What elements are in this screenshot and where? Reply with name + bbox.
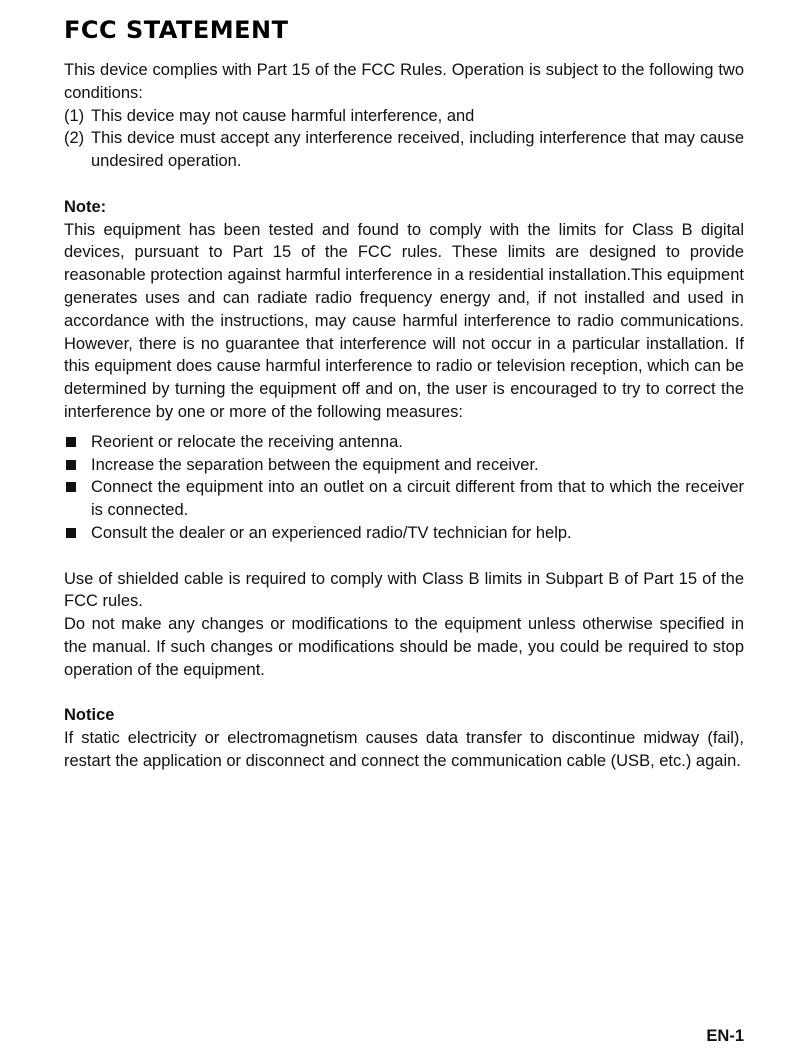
condition-marker: (1) xyxy=(64,106,85,125)
condition-item xyxy=(64,127,744,173)
square-bullet-icon xyxy=(64,431,91,454)
note-heading: Note: xyxy=(64,197,107,216)
condition-text: This device may not cause harmful interference, and xyxy=(91,106,475,125)
conditions-list xyxy=(64,105,744,173)
measure-item xyxy=(64,476,744,522)
spacer xyxy=(64,545,744,568)
measure-text: Connect the equipment into an outlet on a circuit different from that to which the receiver is connected. xyxy=(91,478,744,520)
measure-item xyxy=(64,522,744,545)
condition-marker: (2) xyxy=(64,129,85,148)
page-number: EN-1 xyxy=(706,1027,744,1045)
intro-paragraph: This device complies with Part 15 of the FCC Rules. Operation is subject to the following two conditions: xyxy=(64,61,744,102)
square-bullet-icon xyxy=(64,476,91,522)
measure-item xyxy=(64,454,744,477)
modifications-paragraph: Do not make any changes or modifications to the equipment unless otherwise specified in the manual. If such changes or modifications should be made, you could be required to stop operation of the equipment. xyxy=(64,615,744,679)
notice-heading: Notice xyxy=(64,706,115,725)
notice-paragraph: If static electricity or electromagnetism causes data transfer to discontinue midway (fail), restart the application or disconnect and connect the communication cable (USB, etc.) again. xyxy=(64,729,744,770)
measures-list xyxy=(64,431,744,545)
shielded-cable-paragraph: Use of shielded cable is required to comply with Class B limits in Subpart B of Part 15 of the FCC rules. xyxy=(64,569,744,611)
condition-text: This device must accept any interference received, including interference that may cause undesired operation. xyxy=(91,129,744,171)
note-paragraph: This equipment has been tested and found to comply with the limits for Class B digital devices, pursuant to Part 15 of the FCC rules. These limits are designed to provide reasonable protection against harmful interference in a residential installation.This equipment generates uses and can radiate radio frequency energy and, if not installed and used in accordance with the instructions, may cause harmful interference to radio communications. However, there is no guarantee that interference will not occur in a particular installation. If this equipment does cause harmful interference to radio or television reception, which can be determined by turning the equipment off and on, the user is encouraged to try to correct the interference by one or more of the following measures: xyxy=(64,220,744,421)
square-bullet-icon xyxy=(64,522,91,545)
spacer xyxy=(64,173,744,196)
measure-text: Consult the dealer or an experienced radio/TV technician for help. xyxy=(91,523,572,542)
measure-text: Reorient or relocate the receiving antenna. xyxy=(91,432,403,451)
spacer xyxy=(64,682,744,705)
document-page xyxy=(64,14,744,773)
measure-item xyxy=(64,431,744,454)
condition-item xyxy=(64,105,744,128)
spacer xyxy=(64,424,744,431)
measure-text: Increase the separation between the equipment and receiver. xyxy=(91,455,539,474)
page-title: FCC STATEMENT xyxy=(64,16,289,44)
square-bullet-icon xyxy=(64,454,91,477)
